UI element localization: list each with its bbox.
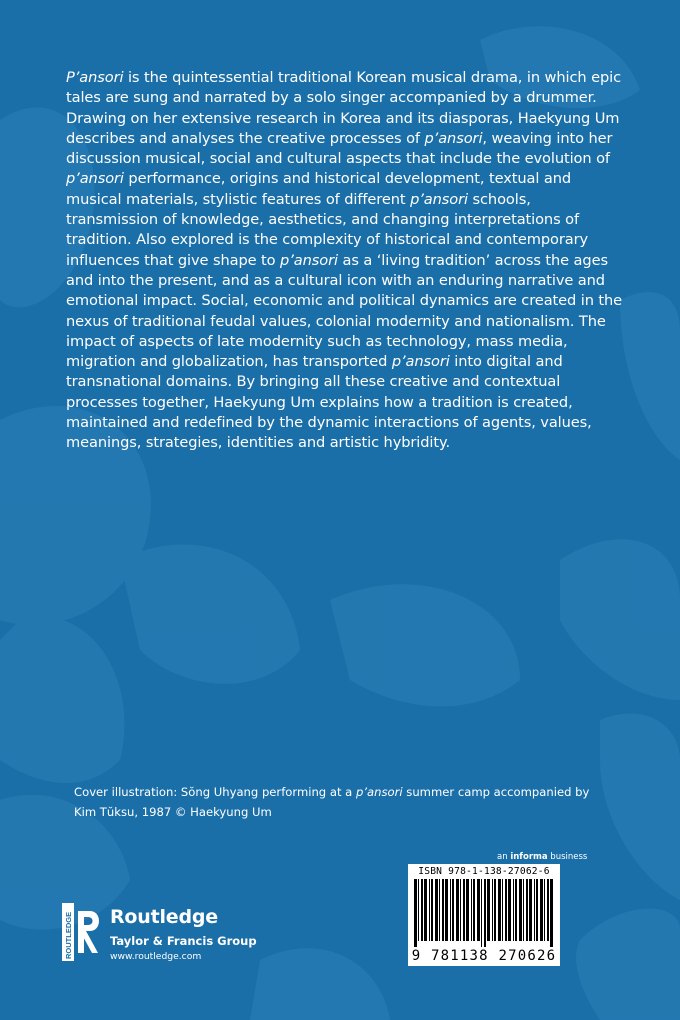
barcode-bar (498, 879, 501, 941)
blurb-italic-5: p’ansori (280, 251, 338, 269)
barcode-bar (445, 879, 448, 941)
publisher-name: Routledge (110, 906, 218, 928)
barcode-bar (439, 879, 440, 941)
barcode-bar (481, 879, 482, 947)
credit-text-2: summer camp accompanied by Kim Tŭksu, 1987 © Haekyung Um (74, 785, 590, 819)
blurb-text-5: as a ‘living tradition’ across the ages and into the present, and as a cultural icon with an enduring narrative and emotional impact. Social, economic and political dynamics are created in the nexus of traditional feudal values, colonial modernity and nationalism. The impact of aspects of late modernity such as technology, mass media, migration and globalization, has transported (66, 251, 623, 371)
credit-label: Cover (74, 785, 108, 799)
barcode-bar (463, 879, 465, 941)
barcode-bar (540, 879, 543, 941)
barcode-bar (494, 879, 496, 941)
barcode-bar (544, 879, 545, 941)
blurb-text-6: into digital and transnational domains. By bringing all these creative and contextual processes together, Haekyung Um explains how a tradition is created, maintained and redefined by the dynamic interactions of agents, values, meanings, strategies, identities and artistic hybridity. (66, 353, 592, 452)
barcode-bar (534, 879, 535, 941)
barcode-bar (492, 879, 493, 941)
barcode-bar (450, 879, 451, 941)
isbn-label: ISBN 978-1-138-27062-6 (418, 866, 550, 877)
barcode-bar (526, 879, 528, 941)
blurb-text-1: is the quintessential traditional Korean musical drama, in which epic tales are sung and narrated by a solo singer accompanied by a drummer. Drawing on her extensive research in Korea and its diasporas, Haekyung Um describes and analyses the creative processes of (66, 69, 621, 147)
blurb-italic-2: p’ansori (424, 129, 483, 147)
barcode-bars (414, 879, 554, 947)
blurb-italic-4: p’ansori (410, 190, 468, 208)
isbn-barcode (408, 864, 560, 966)
barcode-bar (502, 879, 503, 941)
barcode-bar (523, 879, 524, 941)
description-blurb (66, 68, 626, 454)
barcode-bar (529, 879, 532, 941)
informa-prefix: an (497, 852, 511, 862)
barcode-bar (505, 879, 507, 941)
routledge-logo-icon (62, 903, 104, 961)
barcode-bar (418, 879, 419, 941)
barcode-bar (424, 879, 427, 941)
barcode-bar (421, 879, 423, 941)
barcode-bar (508, 879, 511, 941)
barcode-bar (429, 879, 430, 941)
barcode-bar (442, 879, 444, 941)
barcode-bar (466, 879, 469, 941)
publisher-url[interactable]: www.routledge.com (110, 951, 202, 962)
blurb-text-2: , weaving into her discussion musical, social and cultural aspects that include the evolution of (66, 129, 613, 168)
barcode-bar (487, 879, 490, 941)
barcode-bar (477, 879, 480, 941)
barcode-bar (513, 879, 514, 941)
barcode-bar (452, 879, 454, 941)
blurb-italic-6: p’ansori (391, 353, 450, 371)
barcode-bar (460, 879, 461, 941)
barcode-bar (456, 879, 459, 941)
barcode-bar (414, 879, 417, 947)
cover-credit (74, 782, 594, 822)
blurb-italic-1: P’ansori (66, 69, 124, 86)
barcode-bar (519, 879, 522, 941)
barcode-bar (550, 879, 553, 947)
barcode-bar (515, 879, 517, 941)
informa-brand: informa (510, 852, 548, 862)
barcode-bar (473, 879, 475, 941)
blurb-text-3: performance, origins and historical development, textual and musical materials, stylistic features of different (66, 170, 572, 208)
credit-italic: p’ansori (355, 785, 403, 799)
credit-text-1: illustration: Sŏng Uhyang performing at a (107, 785, 356, 799)
informa-suffix: business (547, 852, 588, 862)
blurb-italic-3: p’ansori (66, 170, 124, 188)
barcode-bar (547, 879, 549, 941)
informa-tagline (497, 852, 587, 862)
barcode-bar (471, 879, 472, 941)
barcode-bar (536, 879, 538, 941)
publisher-group: Taylor & Francis Group (110, 934, 257, 948)
logo-spine-text: ROUTLEDGE (64, 911, 73, 959)
barcode-bar (431, 879, 433, 941)
barcode-bar (484, 879, 486, 947)
blurb-text-4: schools, transmission of knowledge, aesthetics, and changing interpretations of tradition. Also explored is the complexity of historical and contemporary influences that give shape to (66, 190, 589, 269)
barcode-bar (435, 879, 438, 941)
barcode-number: 9 781138 270626 (411, 948, 557, 964)
